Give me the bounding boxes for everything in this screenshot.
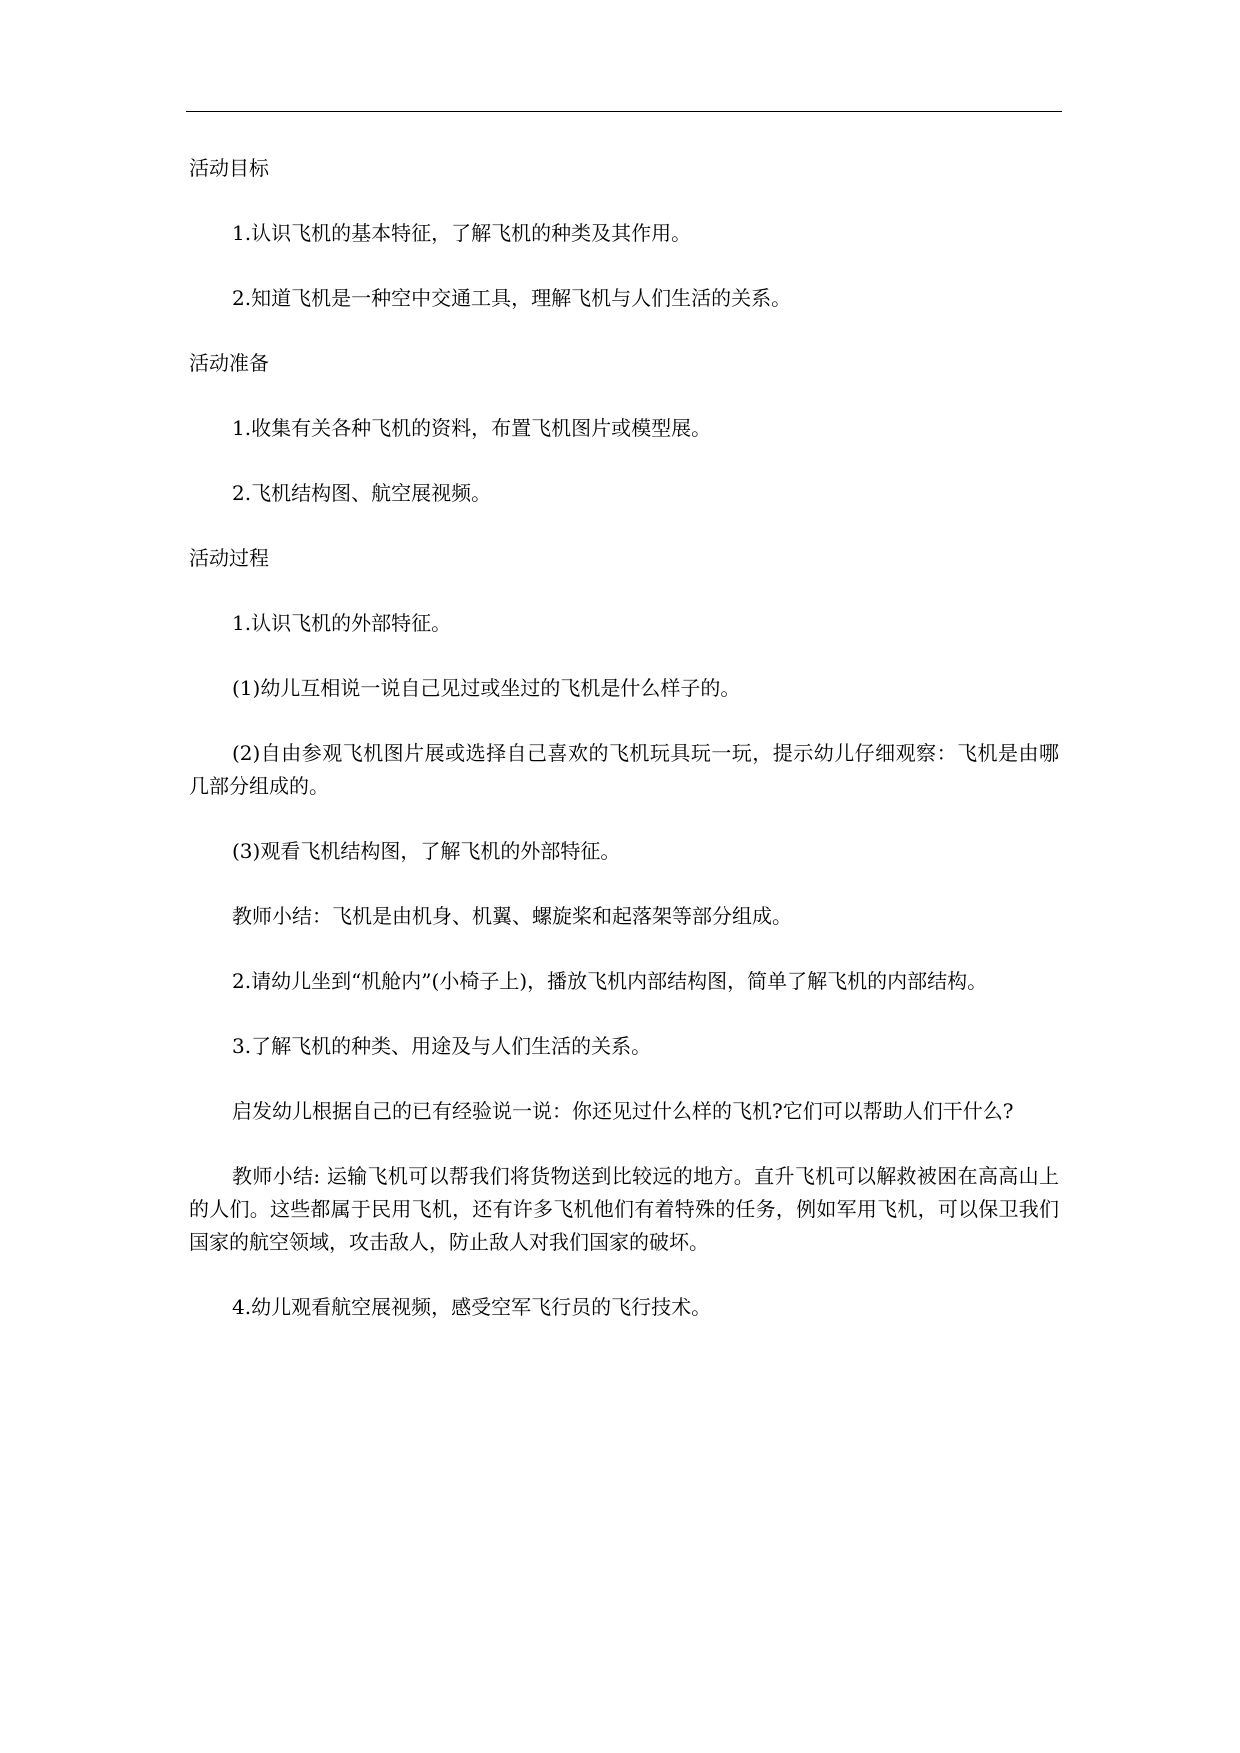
header-rule: [186, 111, 1062, 112]
process-paragraph: 教师小结: 运输飞机可以帮我们将货物送到比较远的地方。直升飞机可以解救被困在高高山上的人们。这些都属于民用飞机，还有许多飞机他们有着特殊的任务，例如军用飞机，可以保卫我们国家的航空领域，攻击敌人，防止敌人对我们国家的破坏。: [189, 1164, 1059, 1254]
preparation-paragraph: 1.收集有关各种飞机的资料，布置飞机图片或模型展。: [232, 416, 712, 440]
goal-paragraph: 2.知道飞机是一种空中交通工具，理解飞机与人们生活的关系。: [232, 286, 792, 310]
process-paragraph: 3.了解飞机的种类、用途及与人们生活的关系。: [232, 1034, 652, 1058]
section-heading-process: 活动过程: [189, 546, 269, 570]
process-paragraph: 1.认识飞机的外部特征。: [232, 611, 452, 635]
section-heading-preparation: 活动准备: [189, 351, 269, 375]
process-paragraph: 启发幼儿根据自己的已有经验说一说：你还见过什么样的飞机?它们可以帮助人们干什么?: [232, 1099, 1014, 1123]
preparation-paragraph: 2.飞机结构图、航空展视频。: [232, 481, 492, 505]
process-paragraph: 4.幼儿观看航空展视频，感受空军飞行员的飞行技术。: [232, 1295, 712, 1319]
process-paragraph: 2.请幼儿坐到“机舱内”(小椅子上)，播放飞机内部结构图，简单了解飞机的内部结构。: [232, 969, 988, 993]
document-body: [189, 152, 1059, 1356]
process-paragraph: 教师小结：飞机是由机身、机翼、螺旋桨和起落架等部分组成。: [232, 904, 792, 928]
goal-paragraph: 1.认识飞机的基本特征，了解飞机的种类及其作用。: [232, 221, 692, 245]
process-paragraph: (3)观看飞机结构图，了解飞机的外部特征。: [232, 839, 621, 863]
process-paragraph: (2)自由参观飞机图片展或选择自己喜欢的飞机玩具玩一玩，提示幼儿仔细观察：飞机是由哪几部分组成的。: [189, 741, 1059, 798]
process-paragraph: (1)幼儿互相说一说自己见过或坐过的飞机是什么样子的。: [232, 676, 741, 700]
section-heading-goals: 活动目标: [189, 156, 269, 180]
